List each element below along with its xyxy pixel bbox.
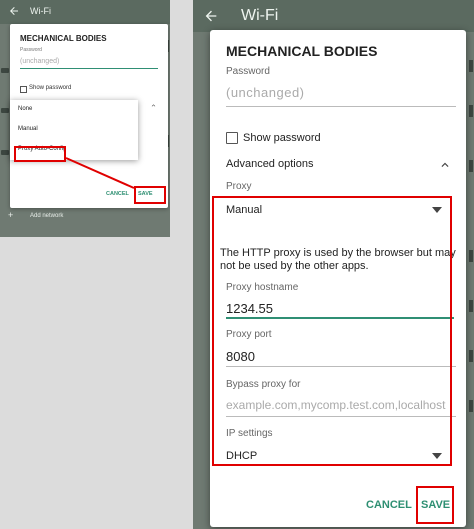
ip-settings-label: IP settings	[226, 428, 273, 439]
add-network-label[interactable]: Add network	[30, 213, 64, 219]
save-button[interactable]: SAVE	[421, 499, 451, 511]
show-password-label: Show password	[29, 85, 72, 91]
back-arrow-icon[interactable]	[203, 8, 219, 24]
lock-icon	[469, 350, 473, 362]
plus-icon: +	[8, 210, 14, 220]
proxy-port-input[interactable]: 8080	[226, 349, 255, 364]
save-highlight	[416, 486, 454, 524]
password-field[interactable]: (unchanged)	[226, 85, 305, 100]
lock-icon	[469, 250, 473, 262]
lock-icon	[469, 160, 473, 172]
network-name: MECHANICAL BODIES	[226, 43, 378, 59]
show-password-checkbox[interactable]	[226, 132, 238, 144]
right-app-bar	[193, 0, 474, 32]
lock-icon	[469, 105, 473, 117]
bypass-proxy-label: Bypass proxy for	[226, 379, 301, 390]
proxy-option-none[interactable]: None	[18, 106, 33, 112]
left-screenshot	[0, 0, 170, 237]
ip-settings-select[interactable]: DHCP	[226, 450, 258, 462]
password-field[interactable]: (unchanged)	[20, 58, 60, 65]
lock-icon	[469, 60, 473, 72]
right-app-title: Wi-Fi	[241, 7, 279, 24]
save-button[interactable]: SAVE	[138, 191, 153, 197]
proxy-info-text: The HTTP proxy is used by the browser but may not be used by the other apps.	[220, 247, 456, 272]
proxy-hostname-label: Proxy hostname	[226, 282, 299, 293]
network-name: MECHANICAL BODIES	[20, 34, 107, 43]
proxy-option-auto-config[interactable]: Proxy Auto-Config	[18, 146, 67, 152]
left-app-title: Wi-Fi	[30, 6, 51, 16]
password-label: Password	[20, 47, 42, 53]
proxy-port-label: Proxy port	[226, 329, 272, 340]
password-underline	[226, 106, 456, 107]
password-label: Password	[226, 66, 270, 77]
advanced-options-label[interactable]: Advanced options	[226, 158, 314, 170]
chevron-up-icon[interactable]	[438, 158, 452, 172]
proxy-option-manual[interactable]: Manual	[18, 126, 38, 132]
cancel-button[interactable]: CANCEL	[366, 499, 412, 511]
save-highlight	[134, 186, 166, 204]
bypass-proxy-input[interactable]: example.com,mycomp.test.com,localhost	[226, 398, 446, 412]
lock-icon	[469, 300, 473, 312]
cancel-button[interactable]: CANCEL	[106, 191, 129, 197]
lock-icon	[469, 400, 473, 412]
show-password-label: Show password	[243, 132, 321, 144]
proxy-hostname-input[interactable]: 1234.55	[226, 301, 273, 316]
proxy-select[interactable]: Manual	[226, 204, 263, 216]
proxy-settings-highlight	[212, 196, 452, 466]
proxy-label: Proxy	[226, 181, 252, 192]
